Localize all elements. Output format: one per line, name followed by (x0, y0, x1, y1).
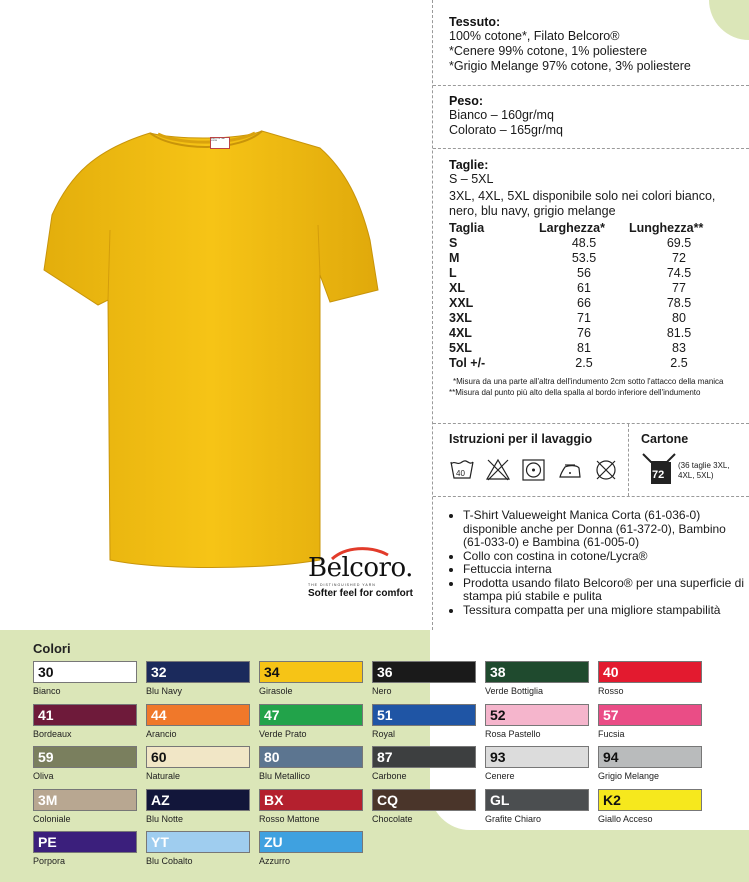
color-name: Blu Notte (146, 814, 184, 824)
color-code: GL (490, 792, 510, 808)
color-code: 93 (490, 749, 506, 765)
width-value: 81 (577, 341, 591, 355)
weight-section (449, 94, 739, 138)
color-name: Nero (372, 686, 392, 696)
weight-title: Peso: (449, 94, 484, 108)
color-swatch[interactable] (259, 661, 363, 683)
feature-item: • Fettuccia interna (463, 563, 749, 577)
color-name: Rosso (598, 686, 624, 696)
wash-temp: 40 (456, 469, 465, 478)
no-bleach-icon (485, 458, 511, 482)
divider (628, 424, 629, 496)
size-label: 4XL (449, 326, 472, 340)
color-name: Rosa Pastello (485, 729, 541, 739)
width-value: 66 (577, 296, 591, 310)
brand-label (210, 137, 230, 149)
color-code: 38 (490, 664, 506, 680)
wash-40-icon (449, 458, 475, 482)
length-value: 83 (672, 341, 686, 355)
size-label: S (449, 236, 458, 250)
color-swatch[interactable] (485, 704, 589, 726)
size-row (449, 236, 729, 251)
color-code: 30 (38, 664, 54, 680)
color-code: 32 (151, 664, 167, 680)
size-row (449, 356, 729, 371)
color-swatch[interactable] (146, 661, 250, 683)
width-value: 71 (577, 311, 591, 325)
belcoro-tagline: THE DISTINGUISHED YARN (308, 583, 376, 587)
color-name: Chocolate (372, 814, 413, 824)
color-code: YT (151, 834, 169, 850)
color-swatch[interactable] (146, 704, 250, 726)
color-name: Arancio (146, 729, 177, 739)
color-swatch[interactable] (259, 789, 363, 811)
color-swatch[interactable] (33, 746, 137, 768)
color-code: PE (38, 834, 57, 850)
color-code: 41 (38, 707, 54, 723)
color-swatch[interactable] (598, 789, 702, 811)
color-name: Fucsia (598, 729, 625, 739)
iron-icon (557, 458, 583, 482)
weight-line: Bianco – 160gr/mq (449, 108, 554, 122)
tshirt-image (0, 0, 432, 630)
sizes-section (449, 158, 739, 219)
color-swatch[interactable] (33, 704, 137, 726)
color-name: Giallo Acceso (598, 814, 653, 824)
size-header: Taglia (449, 221, 485, 235)
width-header: Larghezza* (539, 221, 605, 235)
length-value: 2.5 (670, 356, 688, 370)
washing-icons (449, 458, 619, 482)
color-name: Coloniale (33, 814, 71, 824)
color-name: Azzurro (259, 856, 291, 866)
size-row (449, 251, 729, 266)
feature-item: • T-Shirt Valueweight Manica Corta (61-036-0) disponible anche per Donna (61-372-0), Bambino (61-033-0) e Bambina (61-005-0) (463, 509, 749, 550)
color-swatch[interactable] (259, 831, 363, 853)
fabric-note: *Cenere 99% cotone, 1% poliestere (449, 44, 648, 58)
color-name: Oliva (33, 771, 54, 781)
length-value: 78.5 (666, 296, 692, 310)
sizes-range: S – 5XL (449, 172, 494, 186)
size-row (449, 296, 729, 311)
divider (432, 0, 433, 630)
color-name: Rosso Mattone (259, 814, 320, 824)
color-swatch[interactable] (598, 661, 702, 683)
size-footnote: *Misura da una parte all'altra dell'indumento 2cm sotto l'attacco della manica (453, 377, 724, 386)
color-name: Cenere (485, 771, 515, 781)
size-row (449, 266, 729, 281)
color-code: 51 (377, 707, 393, 723)
carton-title: Cartone (641, 432, 689, 446)
color-name: Girasole (259, 686, 293, 696)
brand-label-text: FRUIT OF THE LOOM (211, 138, 225, 142)
color-code: 36 (377, 664, 393, 680)
color-swatch[interactable] (33, 661, 137, 683)
carton-qty: 72 (652, 469, 665, 481)
color-code: 47 (264, 707, 280, 723)
color-name: Blu Navy (146, 686, 183, 696)
sizes-note: 3XL, 4XL, 5XL disponibile solo nei colori bianco, nero, blu navy, grigio melange (449, 189, 716, 218)
color-code: 60 (151, 749, 167, 765)
size-table (449, 221, 729, 371)
color-code: AZ (151, 792, 170, 808)
color-swatch[interactable] (33, 789, 137, 811)
belcoro-slogan: Softer feel for comfort (308, 588, 414, 599)
divider (433, 423, 749, 424)
width-value: 48.5 (571, 236, 597, 250)
color-swatch[interactable] (146, 789, 250, 811)
size-label: Tol +/- (449, 356, 486, 370)
size-row (449, 281, 729, 296)
color-swatch[interactable] (485, 789, 589, 811)
color-code: 44 (151, 707, 167, 723)
color-swatch[interactable] (33, 831, 137, 853)
feature-item: • Collo con costina in cotone/Lycra® (463, 550, 749, 564)
divider (433, 85, 749, 86)
divider (433, 496, 749, 497)
size-row (449, 326, 729, 341)
length-value: 77 (672, 281, 686, 295)
color-name: Verde Prato (259, 729, 307, 739)
tumble-dry-icon (521, 458, 547, 482)
color-name: Blu Cobalto (146, 856, 193, 866)
fabric-note: *Grigio Melange 97% cotone, 3% poliestere (449, 59, 691, 73)
color-code: CQ (377, 792, 398, 808)
color-swatch[interactable] (259, 704, 363, 726)
sizes-title: Taglie: (449, 158, 489, 172)
color-swatch[interactable] (485, 661, 589, 683)
weight-line: Colorato – 165gr/mq (449, 123, 563, 137)
color-code: 94 (603, 749, 619, 765)
size-row (449, 341, 729, 356)
color-code: K2 (603, 792, 621, 808)
feature-list (449, 509, 749, 617)
color-code: 34 (264, 664, 280, 680)
width-value: 76 (577, 326, 591, 340)
size-label: L (449, 266, 457, 280)
size-label: M (449, 251, 460, 265)
length-value: 81.5 (666, 326, 692, 340)
width-value: 56 (577, 266, 591, 280)
belcoro-logo (308, 553, 413, 599)
fabric-section (449, 15, 739, 74)
color-swatch[interactable] (598, 704, 702, 726)
color-code: 40 (603, 664, 619, 680)
carton-box-icon (641, 452, 677, 486)
divider (433, 148, 749, 149)
color-code: 57 (603, 707, 619, 723)
size-label: 3XL (449, 311, 472, 325)
color-name: Naturale (146, 771, 181, 781)
color-swatch[interactable] (146, 831, 250, 853)
color-name: Bordeaux (33, 729, 72, 739)
color-name: Royal (372, 729, 396, 739)
color-name: Porpora (33, 856, 66, 866)
color-code: 87 (377, 749, 393, 765)
length-value: 69.5 (666, 236, 692, 250)
size-table-header (449, 221, 729, 236)
color-name: Verde Bottiglia (485, 686, 544, 696)
no-dry-clean-icon (593, 458, 619, 482)
length-value: 72 (672, 251, 686, 265)
color-name: Blu Metallico (259, 771, 311, 781)
belcoro-swoosh-icon (330, 547, 390, 561)
carton-note: (36 taglie 3XL, 4XL, 5XL) (678, 461, 730, 480)
color-name: Bianco (33, 686, 61, 696)
width-value: 2.5 (575, 356, 593, 370)
belcoro-name: Belcoro. (308, 553, 413, 583)
product-image-panel (0, 0, 432, 630)
size-label: XXL (449, 296, 474, 310)
size-label: 5XL (449, 341, 472, 355)
color-swatch[interactable] (259, 746, 363, 768)
color-code: 3M (38, 792, 58, 808)
feature-item: • Prodotta usando filato Belcoro® per una superficie di stampa piú stabile e pulita (463, 577, 749, 604)
width-value: 61 (577, 281, 591, 295)
color-name: Grigio Melange (598, 771, 660, 781)
feature-item: • Tessitura compatta per una migliore stampabilità (463, 604, 749, 618)
color-code: 59 (38, 749, 54, 765)
color-swatch[interactable] (372, 746, 476, 768)
size-label: XL (449, 281, 465, 295)
size-footnotes (449, 376, 739, 398)
width-value: 53.5 (571, 251, 597, 265)
size-footnote: **Misura dal punto più alto della spalla al bordo inferiore dell'indumento (449, 388, 701, 397)
color-swatch[interactable] (485, 746, 589, 768)
color-name: Grafite Chiaro (485, 814, 542, 824)
size-row (449, 311, 729, 326)
color-swatch[interactable] (598, 746, 702, 768)
fabric-line: 100% cotone*, Filato Belcoro® (449, 29, 620, 43)
color-code: 80 (264, 749, 280, 765)
color-name: Carbone (372, 771, 407, 781)
color-code: ZU (264, 834, 283, 850)
length-value: 80 (672, 311, 686, 325)
length-header: Lunghezza** (629, 221, 704, 235)
color-swatch[interactable] (372, 789, 476, 811)
washing-title: Istruzioni per il lavaggio (449, 432, 593, 446)
colors-title: Colori (33, 641, 71, 656)
color-code: BX (264, 792, 284, 808)
length-value: 74.5 (666, 266, 692, 280)
color-code: 52 (490, 707, 506, 723)
color-swatch[interactable] (146, 746, 250, 768)
color-swatch[interactable] (372, 661, 476, 683)
fabric-title: Tessuto: (449, 15, 501, 29)
color-swatch[interactable] (372, 704, 476, 726)
